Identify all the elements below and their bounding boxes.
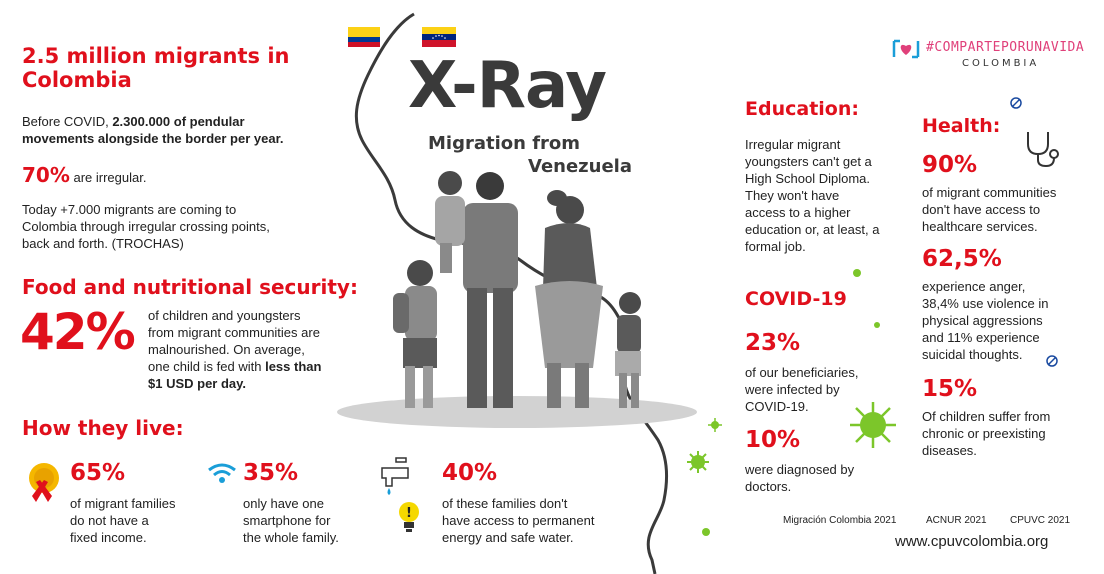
migrants-heading-line1: 2.5 million migrants in <box>22 44 290 68</box>
health-stat3-pct: 15% <box>922 376 978 402</box>
covid-stat2-pct: 10% <box>745 427 801 453</box>
today-migrants-text: Today +7.000 migrants are coming to Colombia through irregular crossing points, back and forth. (TROCHAS) <box>22 202 270 251</box>
family-illustration <box>385 168 655 418</box>
ribbon-coin-icon <box>22 460 64 502</box>
health-stat1-text: of migrant communities don't have access to healthcare services. <box>922 185 1057 234</box>
food-text: of children and youngsters from migrant communities are malnourished. On average, one child is fed with less than $1 USD per day. <box>148 308 322 391</box>
covid-heading: COVID-19 <box>745 288 847 310</box>
source-migracion: Migración Colombia 2021 <box>783 515 897 526</box>
food-heading: Food and nutritional security: <box>22 275 358 299</box>
health-stat3-text: Of children suffer from chronic or preexisting diseases. <box>922 409 1051 458</box>
education-heading: Education: <box>745 98 859 120</box>
covid-stat2-text: were diagnosed by doctors. <box>745 462 855 494</box>
wifi-icon <box>207 462 237 484</box>
virus-icon <box>848 400 898 450</box>
education-text: Irregular migrant youngsters can't get a High School Diploma. They won't have access to a higher education or, at least, a formal job. <box>745 137 880 254</box>
colombia-flag-icon <box>348 27 380 47</box>
virus-icon-small-4 <box>872 320 882 330</box>
before-covid-text: Before COVID, 2.300.000 of pendular movements alongside the border per year. <box>22 114 284 146</box>
heart-chat-icon <box>890 37 922 61</box>
live-item-1-text: of migrant families do not have a fixed income. <box>70 496 176 545</box>
live-item-3-text: of these families don't have access to permanent energy and safe water. <box>442 496 595 545</box>
brand-country: COLOMBIA <box>962 58 1040 69</box>
live-heading: How they live: <box>22 416 184 440</box>
live-item-1-pct: 65% <box>70 460 126 486</box>
pill-icon-2 <box>1046 355 1058 367</box>
brand-hashtag: #COMPARTEPORUNAVIDA <box>926 40 1085 55</box>
main-title: X-Ray <box>408 49 606 123</box>
live-item-2-pct: 35% <box>243 460 299 486</box>
faucet-icon <box>378 456 418 496</box>
covid-stat1-pct: 23% <box>745 330 801 356</box>
svg-text:!: ! <box>406 506 412 521</box>
venezuela-flag-icon <box>422 27 456 47</box>
lightbulb-icon <box>398 500 420 540</box>
migrants-heading-line2: Colombia <box>22 68 132 92</box>
live-item-2-text: only have one smartphone for the whole family. <box>243 496 339 545</box>
health-stat1-pct: 90% <box>922 152 978 178</box>
pill-icon <box>1010 97 1022 109</box>
irregular-pct: 70% <box>22 163 70 187</box>
stethoscope-icon <box>1022 128 1064 170</box>
virus-icon-small-5 <box>700 526 712 538</box>
virus-icon-small-3 <box>852 268 862 278</box>
website-link[interactable]: www.cpuvcolombia.org <box>895 533 1049 550</box>
food-pct: 42% <box>20 303 134 361</box>
covid-stat1-text: of our beneficiaries, were infected by COVID-19. <box>745 365 859 414</box>
source-cpuvc: CPUVC 2021 <box>1010 515 1071 526</box>
health-heading: Health: <box>922 115 1001 137</box>
health-stat2-pct: 62,5% <box>922 246 1002 272</box>
live-item-3-pct: 40% <box>442 460 498 486</box>
virus-icon-small-1 <box>686 450 710 474</box>
irregular-stat <box>22 163 146 187</box>
subtitle-line2: Venezuela <box>528 156 632 177</box>
irregular-text: are irregular. <box>69 170 147 185</box>
source-acnur: ACNUR 2021 <box>926 515 987 526</box>
virus-icon-small-2 <box>708 418 722 432</box>
subtitle-line1: Migration from <box>428 133 581 154</box>
health-stat2-text: experience anger, 38,4% use violence in physical aggressions and 11% experience suicidal thoughts. <box>922 279 1049 362</box>
